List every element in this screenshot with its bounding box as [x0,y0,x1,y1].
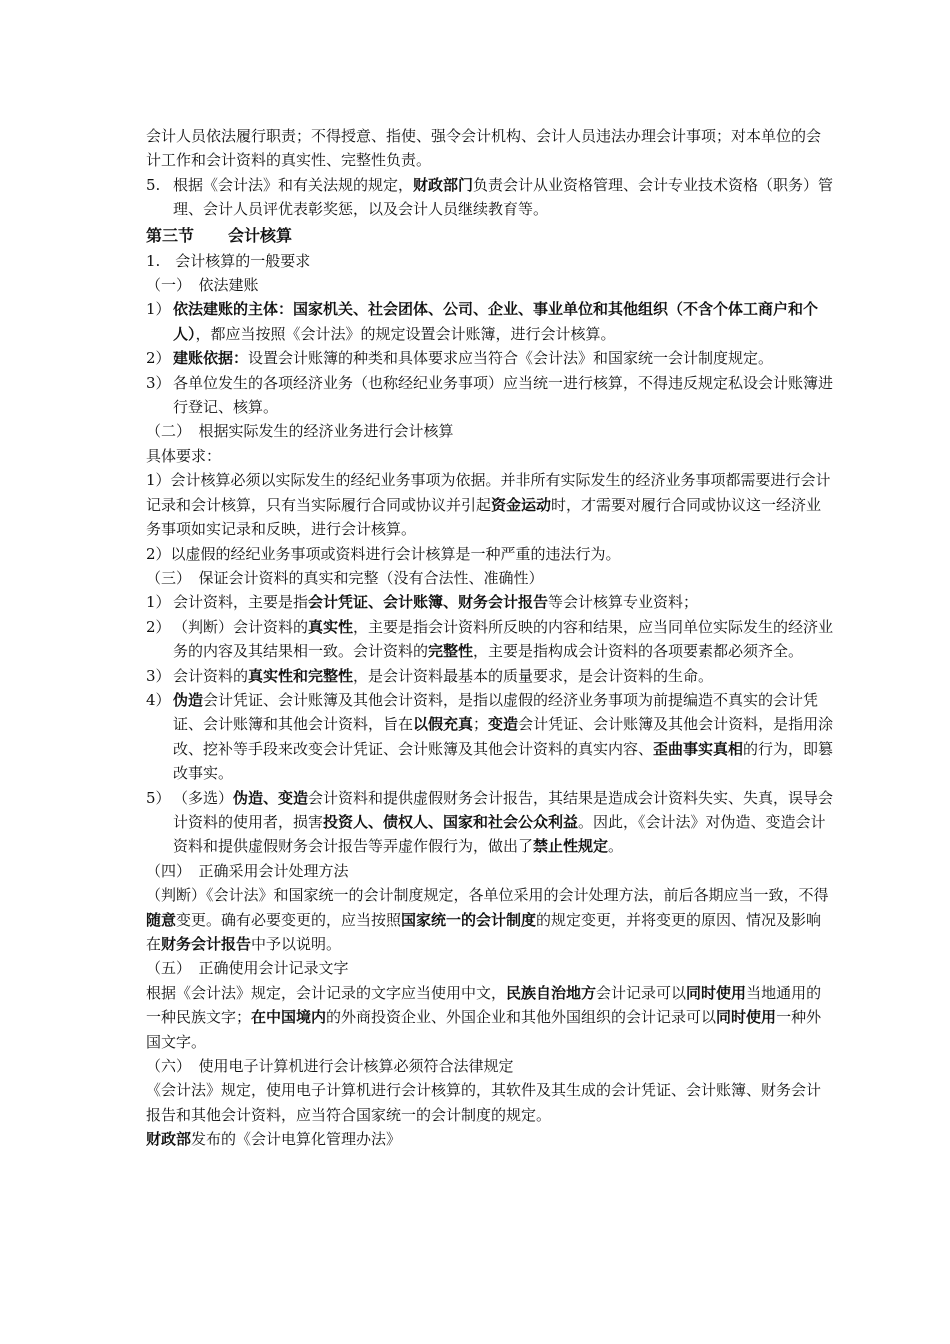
general-requirements: 1. 会计核算的一般要求 [146,251,311,270]
part3-item-4: 4） 伪造会计凭证、会计账簿及其他会计资料，是指以虚假的经济业务事项为前提编造不真实的会计凭证、会计账簿和其他会计资料，旨在以假充真；变造会计凭证、会计账簿及其他会计资料，是指用涂改、挖补等手段来改变会计凭证、会计账簿及其他会计资料的真实内容、歪曲事实真相的行为，即篡改事实。 [146,690,834,783]
part5-paragraph: 根据《会计法》规定，会计记录的文字应当使用中文，民族自治地方会计记录可以同时使用当地通用的一种民族文字；在中国境内的外商投资企业、外国企业和其他外国组织的会计记录可以同时使用一种外国文字。 [146,983,822,1051]
part3-item-2: 2） （判断）会计资料的真实性，主要是指会计资料所反映的内容和结果，应当同单位实际发生的经济业务的内容及其结果相一致。会计资料的完整性，主要是指构成会计资料的各项要素都必须齐全。 [146,617,834,661]
section-heading: 第三节 会计核算 [146,225,293,245]
document-page [146,124,834,1152]
part2-intro: 具体要求： [146,446,222,465]
continuation-paragraph: 会计人员依法履行职责；不得授意、指使、强令会计机构、会计人员违法办理会计事项；对本单位的会计工作和会计资料的真实性、完整性负责。 [146,127,822,170]
part5-heading: （五） 正确使用会计记录文字 [146,959,349,978]
part1-heading: （一） 依法建账 [146,276,259,295]
item-number: 5. [146,175,161,194]
part6-last-line: 财政部发布的《会计电算化管理办法》 [146,1130,402,1149]
part2-heading: （二） 根据实际发生的经济业务进行会计核算 [146,422,454,441]
part3-item-3: 3） 会计资料的真实性和完整性，是会计资料最基本的质量要求，是会计资料的生命。 [146,666,714,685]
part6-paragraph: 《会计法》规定，使用电子计算机进行会计核算的，其软件及其生成的会计凭证、会计账簿、财务会计报告和其他会计资料，应当符合国家统一的会计制度的规定。 [146,1081,822,1124]
part2-item-2: 2）以虚假的经纪业务事项或资料进行会计核算是一种严重的违法行为。 [146,544,621,563]
part2-item-1: 1）会计核算必须以实际发生的经纪业务事项为依据。并非所有实际发生的经济业务事项都需要进行会计记录和会计核算，只有当实际履行合同或协议并引起资金运动时，才需要对履行合同或协议这一经济业务事项如实记录和反映，进行会计核算。 [146,471,831,539]
part1-item-1: 1） 依法建账的主体：国家机关、社会团体、公司、企业、事业单位和其他组织（不含个体工商户和个人），都应当按照《会计法》的规定设置会计账簿，进行会计核算。 [146,300,819,343]
part3-heading: （三） 保证会计资料的真实和完整（没有合法性、准确性） [146,568,544,587]
part4-heading: （四） 正确采用会计处理方法 [146,861,349,880]
part3-item-1: 1） 会计资料，主要是指会计凭证、会计账簿、财务会计报告等会计核算专业资料； [146,593,699,612]
part6-heading: （六） 使用电子计算机进行会计核算必须符合法律规定 [146,1057,514,1076]
part1-item-3: 3） 各单位发生的各项经济业务（也称经纪业务事项）应当统一进行核算，不得违反规定私设会计账簿进行登记、核算。 [146,373,834,417]
part1-item-2: 2） 建账依据：设置会计账簿的种类和具体要求应当符合《会计法》和国家统一会计制度规定。 [146,349,774,368]
part3-item-5: 5） （多选）伪造、变造会计资料和提供虚假财务会计报告，其结果是造成会计资料失实、失真，误导会计资料的使用者，损害投资人、债权人、国家和社会公众利益。因此，《会计法》对伪造、变造会计资料和提供虚假财务会计报告等弄虚作假行为，做出了禁止性规定。 [146,788,834,856]
part4-paragraph: （判断）《会计法》和国家统一的会计制度规定，各单位采用的会计处理方法，前后各期应当一致，不得随意变更。确有必要变更的，应当按照国家统一的会计制度的规定变更，并将变更的原因、情况及影响在财务会计报告中予以说明。 [146,886,829,953]
item-5: 5. 根据《会计法》和有关法规的规定，财政部门负责会计从业资格管理、会计专业技术资格（职务）管理、会计人员评优表彰奖惩，以及会计人员继续教育等。 [146,173,834,222]
